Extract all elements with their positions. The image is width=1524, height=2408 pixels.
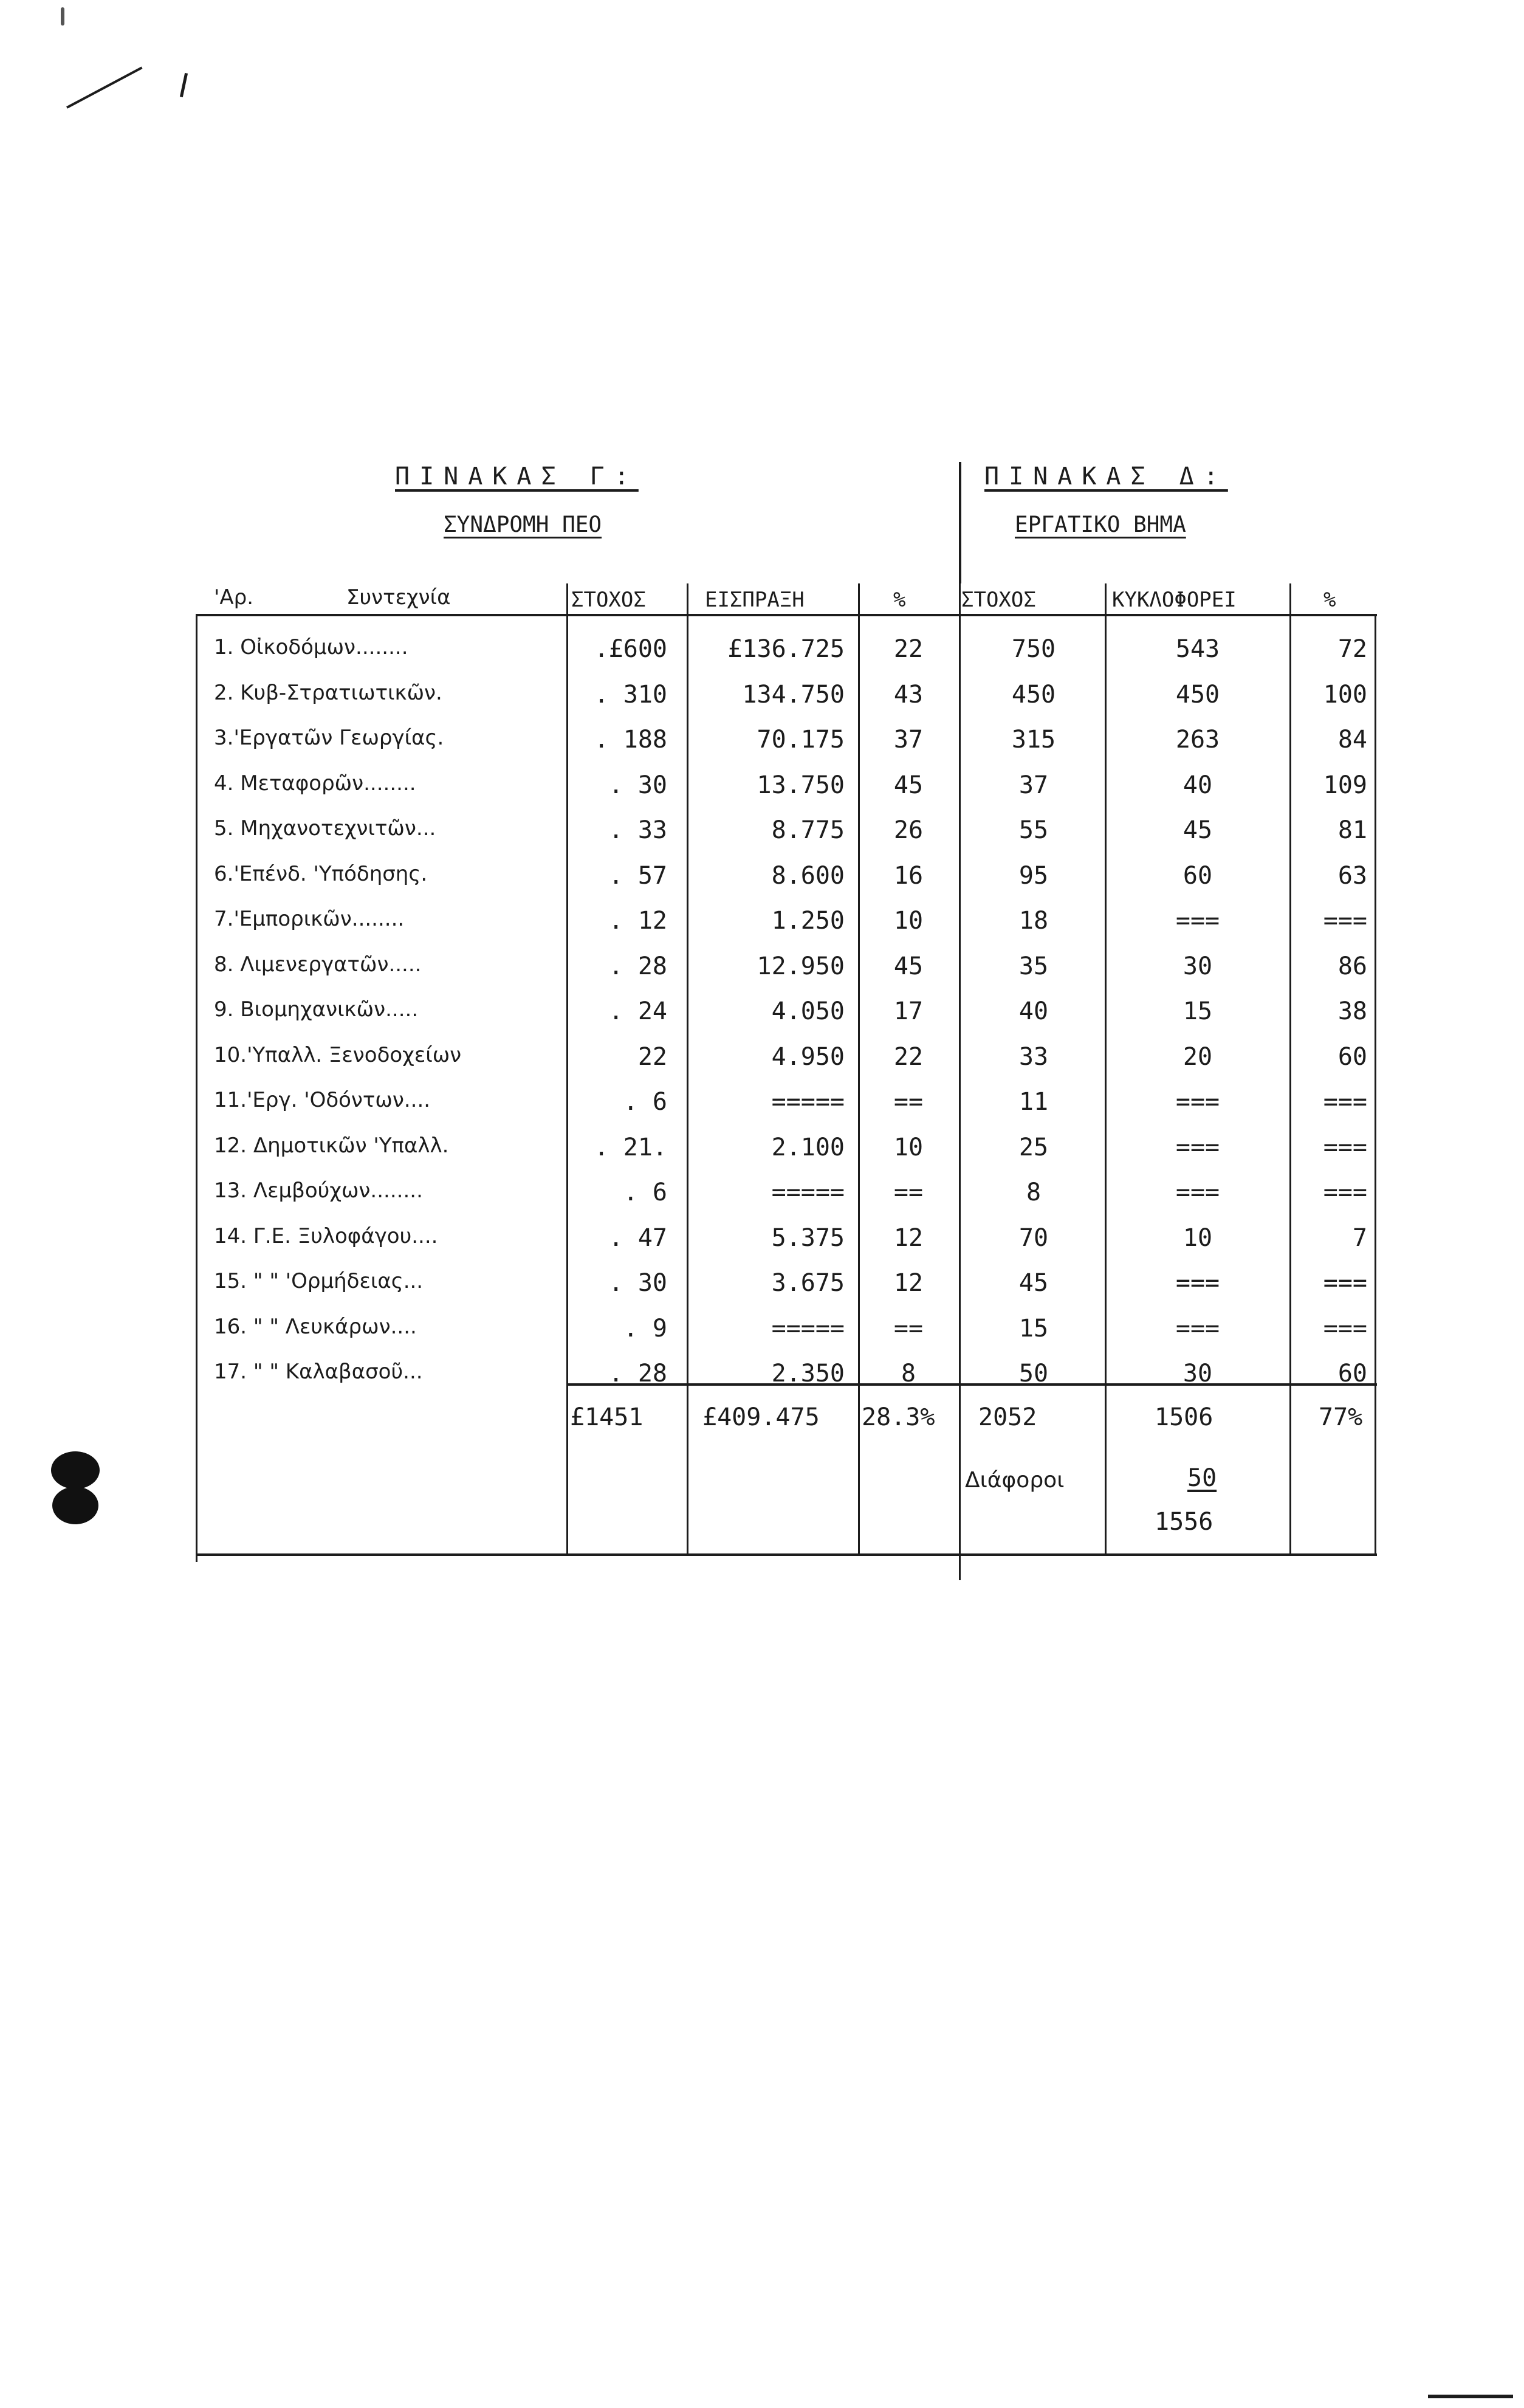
cell-pct-d: === <box>1323 1133 1367 1161</box>
cell-pct-c: == <box>893 1314 924 1343</box>
cell-pct-c: == <box>893 1088 924 1116</box>
header-kykloforei: ΚΥΚΛΟΦΟΡΕΙ <box>1112 588 1237 612</box>
cell-syntechnia: 4. Μεταφορῶν........ <box>214 771 416 796</box>
cell-stochos-d: 750 <box>1011 635 1056 663</box>
cell-kykloforei: 40 <box>1182 771 1213 799</box>
cell-pct-c: 45 <box>893 771 924 799</box>
cell-stochos-d: 40 <box>1018 997 1049 1025</box>
cell-stochos-c: . 6 <box>623 1088 667 1116</box>
cell-pct-c: 22 <box>893 1042 924 1071</box>
cell-pct-d: 60 <box>1337 1360 1367 1388</box>
cell-stochos-d: 8 <box>1026 1178 1042 1206</box>
header-syntechnia: Συντεχνία <box>346 585 451 610</box>
cell-eisprasi: 70.175 <box>757 726 845 754</box>
col-line <box>959 583 961 1580</box>
cell-stochos-d: 18 <box>1018 907 1049 935</box>
cell-eisprasi: 1.250 <box>771 907 845 935</box>
scan-mark <box>61 7 64 26</box>
cell-kykloforei: 30 <box>1182 1360 1213 1388</box>
cell-pct-c: == <box>893 1178 924 1206</box>
col-line <box>566 583 568 1556</box>
cell-syntechnia: 3.'Εργατῶν Γεωργίας. <box>214 726 444 750</box>
cell-pct-c: 10 <box>893 1133 924 1161</box>
cell-syntechnia: 1. Οἰκοδόμων........ <box>214 635 408 659</box>
cell-syntechnia: 5. Μηχανοτεχνιτῶν... <box>214 816 436 841</box>
cell-stochos-c: . 24 <box>608 997 667 1025</box>
cell-stochos-c: . 47 <box>608 1223 667 1252</box>
cell-eisprasi: 3.675 <box>771 1269 845 1297</box>
cell-pct-d: 86 <box>1337 952 1367 980</box>
cell-eisprasi: 5.375 <box>771 1223 845 1252</box>
cell-eisprasi: 4.050 <box>771 997 845 1025</box>
other-value: 50 <box>1187 1464 1217 1492</box>
cell-stochos-c: . 30 <box>608 771 667 799</box>
cell-pct-c: 8 <box>901 1360 916 1388</box>
col-line <box>687 583 688 1556</box>
cell-kykloforei: === <box>1175 1269 1220 1297</box>
cell-pct-c: 37 <box>893 726 924 754</box>
cell-eisprasi: 12.950 <box>757 952 845 980</box>
cell-syntechnia: 7.'Εμπορικῶν........ <box>214 907 405 931</box>
cell-pct-d: 7 <box>1352 1223 1367 1252</box>
cell-pct-d: === <box>1323 1088 1367 1116</box>
cell-kykloforei: 263 <box>1175 726 1220 754</box>
cell-stochos-c: . 6 <box>623 1178 667 1206</box>
cell-eisprasi: £136.725 <box>727 635 845 663</box>
cell-stochos-c: . 188 <box>594 726 667 754</box>
cell-kykloforei: === <box>1175 1178 1220 1206</box>
cell-stochos-d: 45 <box>1018 1269 1049 1297</box>
cell-stochos-d: 33 <box>1018 1042 1049 1071</box>
table-d-subtitle: ΕΡΓΑΤΙΚΟ ΒΗΜΑ <box>1015 512 1186 537</box>
table-d-title: ΠΙΝΑΚΑΣ Δ: <box>984 463 1228 490</box>
total-stochos-d: 2052 <box>978 1403 1037 1431</box>
cell-eisprasi: 134.750 <box>742 680 845 709</box>
binder-hole-mark <box>52 1487 98 1524</box>
cell-pct-c: 16 <box>893 861 924 890</box>
header-stochos-d: ΣΤΟΧΟΣ <box>961 588 1036 612</box>
cell-pct-d: 81 <box>1337 816 1367 844</box>
cell-stochos-c: . 30 <box>608 1269 667 1297</box>
cell-syntechnia: 8. Λιμενεργατῶν..... <box>214 952 422 977</box>
header-ar: 'Αρ. <box>214 585 253 610</box>
cell-pct-d: 60 <box>1337 1042 1367 1071</box>
bottom-rule <box>196 1553 1377 1556</box>
cell-pct-c: 45 <box>893 952 924 980</box>
cell-eisprasi: 2.350 <box>771 1360 845 1388</box>
header-pct-d: % <box>1323 588 1336 612</box>
cell-pct-d: === <box>1323 907 1367 935</box>
cell-pct-d: 109 <box>1323 771 1367 799</box>
section-divider <box>959 462 961 583</box>
cell-kykloforei: 30 <box>1182 952 1213 980</box>
cell-pct-c: 17 <box>893 997 924 1025</box>
cell-kykloforei: 45 <box>1182 816 1213 844</box>
col-line <box>1375 614 1376 1556</box>
cell-kykloforei: 60 <box>1182 861 1213 890</box>
total-stochos-c: £1451 <box>570 1403 644 1431</box>
cell-kykloforei: === <box>1175 1314 1220 1343</box>
cell-stochos-c: 22 <box>637 1042 667 1071</box>
cell-stochos-d: 55 <box>1018 816 1049 844</box>
total-eisprasi: £409.475 <box>702 1403 820 1431</box>
cell-stochos-d: 50 <box>1018 1360 1049 1388</box>
col-line <box>196 614 197 1562</box>
cell-eisprasi: 2.100 <box>771 1133 845 1161</box>
cell-kykloforei: 450 <box>1175 680 1220 709</box>
cell-pct-d: 100 <box>1323 680 1367 709</box>
binder-hole-mark <box>51 1451 100 1489</box>
cell-kykloforei: === <box>1175 1088 1220 1116</box>
col-line <box>1105 583 1107 1556</box>
header-pct-c: % <box>893 588 906 612</box>
cell-syntechnia: 11.'Εργ. 'Οδόντων.... <box>214 1088 431 1112</box>
cell-stochos-d: 15 <box>1018 1314 1049 1343</box>
cell-kykloforei: 543 <box>1175 635 1220 663</box>
header-rule <box>196 614 1377 616</box>
cell-kykloforei: 20 <box>1182 1042 1213 1071</box>
table-c-subtitle: ΣΥΝΔΡΟΜΗ ΠΕΟ <box>444 512 602 537</box>
cell-pct-d: 38 <box>1337 997 1367 1025</box>
cell-stochos-d: 315 <box>1011 726 1056 754</box>
cell-pct-d: 72 <box>1337 635 1367 663</box>
cell-pct-c: 22 <box>893 635 924 663</box>
cell-stochos-d: 11 <box>1018 1088 1049 1116</box>
cell-stochos-d: 37 <box>1018 771 1049 799</box>
cell-eisprasi: 8.600 <box>771 861 845 890</box>
cell-stochos-c: . 57 <box>608 861 667 890</box>
total-pct-d: 77% <box>1319 1403 1363 1431</box>
cell-stochos-d: 450 <box>1011 680 1056 709</box>
cell-syntechnia: 16. " " Λευκάρων.... <box>214 1314 417 1339</box>
total-pct-c: 28.3% <box>862 1403 935 1431</box>
cell-kykloforei: === <box>1175 1133 1220 1161</box>
cell-stochos-c: . 310 <box>594 680 667 709</box>
cell-kykloforei: 10 <box>1182 1223 1213 1252</box>
cell-pct-c: 26 <box>893 816 924 844</box>
cell-pct-d: 63 <box>1337 861 1367 890</box>
cell-syntechnia: 10.'Υπαλλ. Ξενοδοχείων <box>214 1042 462 1067</box>
cell-stochos-c: . 28 <box>608 952 667 980</box>
cell-syntechnia: 17. " " Καλαβασοῦ... <box>214 1360 423 1384</box>
cell-eisprasi: ===== <box>771 1178 845 1206</box>
cell-pct-d: === <box>1323 1269 1367 1297</box>
cell-syntechnia: 13. Λεμβούχων........ <box>214 1178 423 1203</box>
other-label: Διάφοροι <box>965 1468 1065 1493</box>
col-line <box>1289 583 1291 1556</box>
cell-syntechnia: 6.'Επένδ. 'Υπόδησης. <box>214 861 428 886</box>
cell-pct-d: === <box>1323 1178 1367 1206</box>
cell-stochos-c: . 33 <box>608 816 667 844</box>
cell-eisprasi: 13.750 <box>757 771 845 799</box>
scan-mark <box>180 73 188 97</box>
cell-pct-c: 43 <box>893 680 924 709</box>
cell-pct-c: 10 <box>893 907 924 935</box>
cell-syntechnia: 2. Κυβ-Στρατιωτικῶν. <box>214 680 442 705</box>
cell-stochos-c: . 21. <box>594 1133 667 1161</box>
cell-eisprasi: 4.950 <box>771 1042 845 1071</box>
cell-pct-c: 12 <box>893 1223 924 1252</box>
cell-stochos-c: . 9 <box>623 1314 667 1343</box>
cell-syntechnia: 14. Γ.Ε. Ξυλοφάγου.... <box>214 1223 438 1248</box>
cell-stochos-c: . 12 <box>608 907 667 935</box>
cell-stochos-d: 35 <box>1018 952 1049 980</box>
cell-eisprasi: 8.775 <box>771 816 845 844</box>
grand-total: 1556 <box>1155 1508 1213 1536</box>
col-line <box>858 583 860 1556</box>
cell-syntechnia: 12. Δημοτικῶν 'Υπαλλ. <box>214 1133 449 1158</box>
cell-stochos-d: 25 <box>1018 1133 1049 1161</box>
cell-stochos-c: .£600 <box>594 635 667 663</box>
cell-syntechnia: 15. " " 'Ορμήδειας... <box>214 1269 424 1293</box>
cell-kykloforei: 15 <box>1182 997 1213 1025</box>
cell-syntechnia: 9. Βιομηχανικῶν..... <box>214 997 419 1022</box>
cell-stochos-c: . 28 <box>608 1360 667 1388</box>
header-eisprasi: ΕΙΣΠΡΑΞΗ <box>705 588 805 612</box>
cell-pct-d: 84 <box>1337 726 1367 754</box>
cell-stochos-d: 70 <box>1018 1223 1049 1252</box>
cell-eisprasi: ===== <box>771 1088 845 1116</box>
cell-pct-c: 12 <box>893 1269 924 1297</box>
header-stochos-c: ΣΤΟΧΟΣ <box>571 588 646 612</box>
cell-pct-d: === <box>1323 1314 1367 1343</box>
scan-mark <box>66 67 142 109</box>
table-c-title: ΠΙΝΑΚΑΣ Γ: <box>395 463 639 490</box>
scan-mark <box>1428 2395 1513 2398</box>
cell-eisprasi: ===== <box>771 1314 845 1343</box>
total-kykloforei: 1506 <box>1155 1403 1213 1431</box>
cell-kykloforei: === <box>1175 907 1220 935</box>
cell-stochos-d: 95 <box>1018 861 1049 890</box>
